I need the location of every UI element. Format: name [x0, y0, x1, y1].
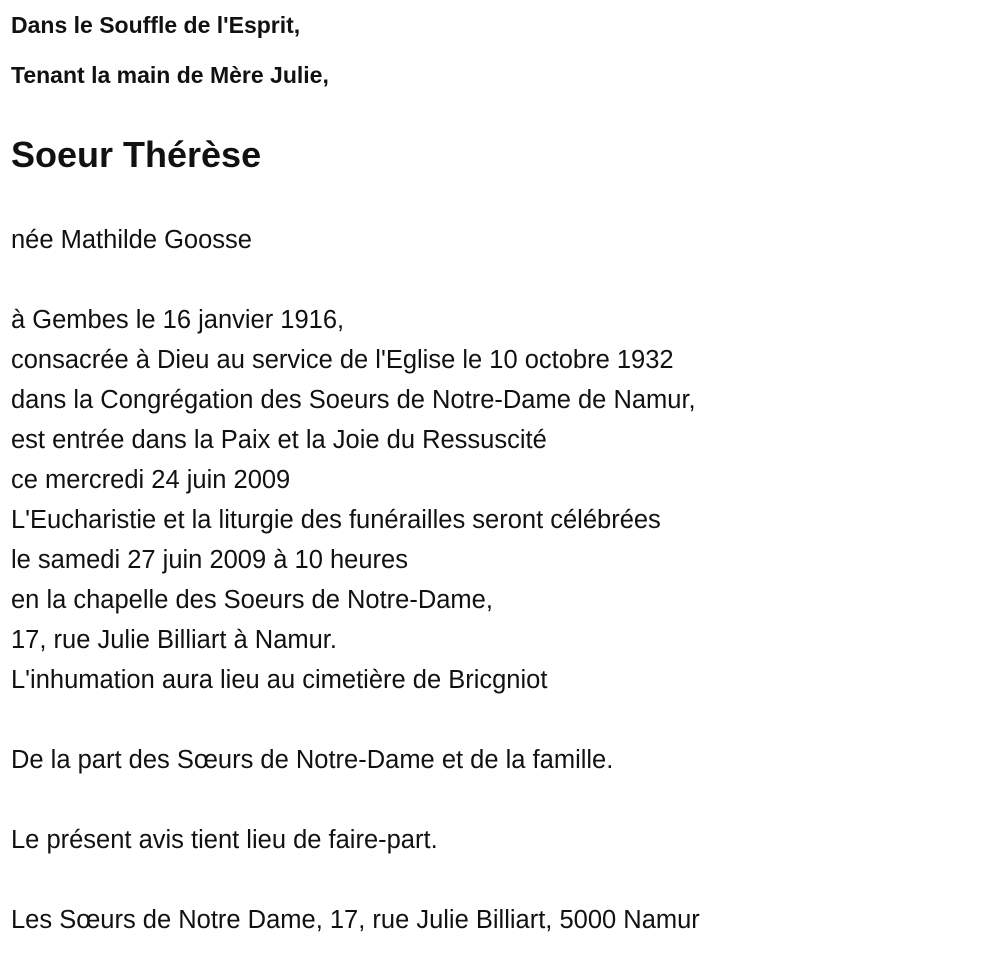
from-line: De la part des Sœurs de Notre-Dame et de la famille. — [11, 746, 614, 774]
body-line: L'inhumation aura lieu au cimetière de Bricgniot — [11, 666, 548, 694]
body-line: est entrée dans la Paix et la Joie du Ressuscité — [11, 426, 547, 454]
body-line: le samedi 27 juin 2009 à 10 heures — [11, 546, 408, 574]
birth-name: née Mathilde Goosse — [11, 226, 252, 254]
body-line: à Gembes le 16 janvier 1916, — [11, 306, 345, 334]
body-line: dans la Congrégation des Soeurs de Notre-Dame de Namur, — [11, 386, 696, 414]
deceased-name: Soeur Thérèse — [11, 134, 262, 175]
body-line: en la chapelle des Soeurs de Notre-Dame, — [11, 586, 493, 614]
body-line: L'Eucharistie et la liturgie des funérailles seront célébrées — [11, 506, 661, 534]
opening-line-2: Tenant la main de Mère Julie, — [11, 62, 329, 88]
body-line: ce mercredi 24 juin 2009 — [11, 466, 291, 494]
body-line: consacrée à Dieu au service de l'Eglise le 10 octobre 1932 — [11, 346, 674, 374]
opening-line-1: Dans le Souffle de l'Esprit, — [11, 12, 301, 38]
notice-line: Le présent avis tient lieu de faire-part. — [11, 826, 438, 854]
address-line: Les Sœurs de Notre Dame, 17, rue Julie Billiart, 5000 Namur — [11, 906, 700, 934]
body-line: 17, rue Julie Billiart à Namur. — [11, 626, 337, 654]
